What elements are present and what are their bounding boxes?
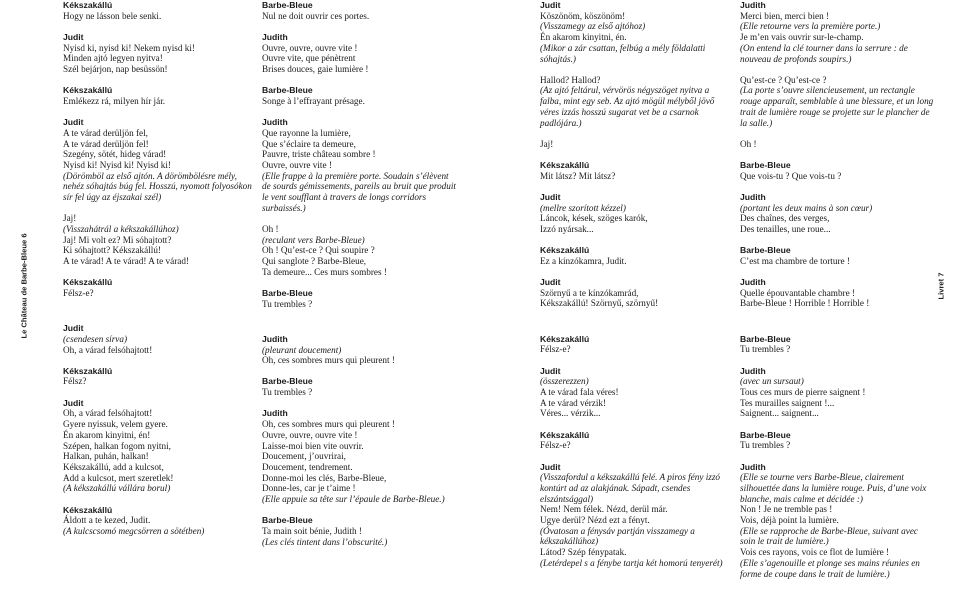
lyric-line: Tu trembles ? [740, 440, 791, 451]
speaker-name: Judith [262, 31, 288, 42]
lyric-line: Szél bejárjon, nap besüssön! [63, 64, 168, 75]
speaker-name: Judit [63, 397, 84, 408]
speaker-name: Barbe-Bleue [740, 429, 791, 440]
lyric-line: Véres... vérzik... [540, 408, 601, 419]
lyric-line: Qui sanglote ? Barbe-Bleue, [262, 256, 367, 267]
lyric-line: Tu trembles ? [262, 387, 313, 398]
lyric-line: Jaj! [540, 138, 554, 149]
stage-direction: (Elle s’agenouille et plonge ses mains réunies en [740, 557, 920, 568]
stage-direction: rouge apparaît, semblable à une blessure, et un long [740, 96, 934, 107]
speaker-name: Barbe-Bleue [262, 0, 313, 10]
dialogue-block [63, 213, 255, 267]
dialogue-block [740, 366, 940, 420]
lyric-line: Laisse-moi bien vite ouvrir. [262, 440, 364, 451]
lyric-line: Minden ajtó legyen nyitva! [63, 53, 163, 64]
lyric-line: Oh ! [740, 138, 757, 149]
lyric-line: Merci bien, merci bien ! [740, 10, 830, 21]
stage-direction: (összerezzen) [540, 376, 589, 387]
lyric-line: Szépen, halkan fogom nyitni, [63, 440, 171, 451]
lyric-line: Barbe-Bleue ! Horrible ! Horrible ! [740, 298, 870, 309]
lyric-line: Jaj! [63, 213, 77, 224]
page-half-gap [740, 320, 940, 334]
dialogue-block [740, 139, 940, 150]
stage-direction: (Visszamegy az első ajtóhoz) [540, 21, 646, 32]
stage-direction: la salle.) [740, 117, 773, 128]
stage-direction: (On entend la clé tourner dans la serrure : de [740, 42, 908, 53]
lyric-line: A te várad derüljön fel! [63, 138, 149, 149]
speaker-name: Judit [63, 117, 84, 128]
speaker-name: Barbe-Bleue [262, 376, 313, 387]
lyric-line: Én akarom kinyitni, én! [63, 429, 151, 440]
dialogue-block [740, 160, 940, 181]
stage-direction: (csendesen sírva) [63, 333, 128, 344]
speaker-name: Judith [740, 277, 766, 288]
dialogue-block [540, 462, 732, 569]
right-page [480, 0, 959, 579]
lyric-line: Add a kulcsot, mert szeretlek! [63, 472, 174, 483]
lyric-line: Ouvre, ouvre vite ! [262, 159, 332, 170]
stage-direction: soin le trait de lumière.) [740, 536, 829, 547]
stage-direction: véres izzás hosszú sugarat vet be a csarnok [540, 106, 699, 117]
speaker-name: Kékszakállú [540, 159, 590, 170]
lyric-line: Gyere nyissuk, velem gyere. [63, 419, 168, 430]
stage-direction: le vent soufflant à travers de longs corridors [262, 192, 427, 203]
dialogue-block [262, 32, 454, 75]
lyric-line: Láncok, kések, szöges karók, [540, 213, 648, 224]
dialogue-block [740, 192, 940, 235]
stage-direction: (Elle se rapproche de Barbe-Bleue, suivant avec [740, 525, 918, 536]
stage-direction: (reculant vers Barbe-Bleue) [262, 234, 365, 245]
lyric-line: Félsz-e? [540, 344, 571, 355]
stage-direction: silhouettée dans la lumière rouge. Puis, d’une voix [740, 482, 927, 493]
right-page-french-column [740, 0, 940, 590]
lyric-line: Mit látsz? Mit látsz? [540, 170, 616, 181]
lyric-line: Jaj! Mi volt ez? Mi sóhajtott? [63, 234, 172, 245]
speaker-name: Judith [262, 333, 288, 344]
speaker-name: Judith [740, 461, 766, 472]
dialogue-block [262, 288, 454, 309]
stage-direction: (Letérdepel s a fénybe tartja két homorú tenyerét) [540, 557, 723, 568]
stage-direction: (A kulcscsomó megcsörren a sötétben) [63, 525, 205, 536]
lyric-line: Que rayonne la lumière, [262, 127, 351, 138]
lyric-line: Emlékezz rá, milyen hír jár. [63, 95, 166, 106]
lyric-line: Oh ! [262, 223, 279, 234]
stage-direction: (mellre szorított kézzel) [540, 202, 626, 213]
stage-direction: (Dörömböl az első ajtón. A dörömbölésre mély, [63, 170, 237, 181]
dialogue-block [540, 334, 732, 355]
stage-direction: (Les clés tintent dans l’obscurité.) [262, 536, 388, 547]
stage-direction: padlójára.) [540, 117, 582, 128]
speaker-name: Judit [63, 31, 84, 42]
lyric-line: Des chaînes, des verges, [740, 213, 830, 224]
left-page-french-column [262, 0, 454, 558]
dialogue-block [262, 0, 454, 21]
lyric-line: Tes murailles saignent !... [740, 397, 835, 408]
lyric-line: Doucement, tendrement. [262, 461, 353, 472]
dialogue-block [262, 85, 454, 106]
dialogue-block [63, 398, 255, 494]
lyric-line: A te várad fala véres! [540, 386, 619, 397]
lyric-line: Hallod? Hallod? [540, 74, 601, 85]
lyric-line: Ki sóhajtott? Kékszakállú! [63, 245, 161, 256]
left-running-header: Le Château de Barbe-Bleue 6 [19, 233, 29, 339]
dialogue-block [262, 334, 454, 366]
dialogue-block [262, 376, 454, 397]
left-page [0, 0, 479, 572]
stage-direction: sír fel úgy az éjszakai szél) [63, 192, 162, 203]
lyric-line: Félsz-e? [63, 287, 94, 298]
lyric-line: Ugye derül? Nézd ezt a fényt. [540, 515, 650, 526]
speaker-name: Judit [540, 0, 561, 10]
speaker-name: Barbe-Bleue [740, 159, 791, 170]
stage-direction: (portant les deux mains à son cœur) [740, 202, 873, 213]
stage-direction: de sourds gémissements, pareils au bruit que produit [262, 181, 456, 192]
speaker-name: Judith [740, 191, 766, 202]
dialogue-block [540, 0, 732, 64]
lyric-line: Saignent... saignent... [740, 408, 819, 419]
lyric-line: Kékszakállú! Szörnyű, szörnyű! [540, 298, 659, 309]
speaker-name: Kékszakállú [540, 429, 590, 440]
lyric-line: A te várad! A te várad! A te várad! [63, 256, 190, 267]
stage-direction: (Az ajtó feltárul, vérvörös négyszöget nyitva a [540, 85, 710, 96]
dialogue-block [740, 277, 940, 309]
stage-direction: (Elle se tourne vers Barbe-Bleue, clairement [740, 472, 904, 483]
stage-direction: (pleurant doucement) [262, 344, 342, 355]
lyric-line: Je m’en vais ouvrir sur-le-champ. [740, 32, 864, 43]
lyric-line: Donne-moi les clés, Barbe-Bleue, [262, 472, 387, 483]
page-half-gap [540, 320, 732, 334]
lyric-line: Szegény, sötét, hideg várad! [63, 149, 167, 160]
stage-direction: nouveau de profonds soupirs.) [740, 53, 852, 64]
stage-direction: blanche, mais calme et décidée :) [740, 493, 863, 504]
dialogue-block [740, 0, 940, 64]
lyric-line: Áldott a te kezed, Judit. [63, 515, 151, 526]
lyric-line: Hogy ne lásson bele senki. [63, 10, 162, 21]
speaker-name: Judit [540, 365, 561, 376]
page-half-gap [262, 320, 454, 334]
lyric-line: Félsz? [63, 376, 87, 387]
lyric-line: Én akarom kinyitni, én. [540, 32, 627, 43]
stage-direction: (avec un sursaut) [740, 376, 804, 387]
lyric-line: Pauvre, triste château sombre ! [262, 149, 376, 160]
stage-direction: (A kékszakállú vállára borul) [63, 483, 171, 494]
lyric-line: Que vois-tu ? Que vois-tu ? [740, 170, 842, 181]
dialogue-block [63, 0, 255, 21]
dialogue-block [63, 117, 255, 203]
lyric-line: Oh, ces sombres murs qui pleurent ! [262, 355, 395, 366]
stage-direction: kékszakállúhoz) [540, 536, 599, 547]
lyric-line: Köszönöm, köszönöm! [540, 10, 626, 21]
speaker-name: Kékszakállú [63, 277, 113, 288]
lyric-line: Tu trembles ? [740, 344, 791, 355]
dialogue-block [63, 505, 255, 537]
stage-direction: trait de lumière rouge se projette sur le plancher de [740, 106, 930, 117]
lyric-line: Ouvre, ouvre, ouvre vite ! [262, 429, 358, 440]
speaker-name: Barbe-Bleue [740, 245, 791, 256]
dialogue-block [63, 277, 255, 298]
speaker-name: Kékszakállú [63, 365, 113, 376]
lyric-line: Tous ces murs de pierre saignent ! [740, 386, 866, 397]
dialogue-block [262, 408, 454, 504]
lyric-line: Nyisd ki, nyisd ki! Nekem nyisd ki! [63, 42, 195, 53]
dialogue-block [540, 366, 732, 420]
stage-direction: (Visszafordul a kékszakállú felé. A piros fény izzó [540, 472, 720, 483]
speaker-name: Kékszakállú [540, 245, 590, 256]
dialogue-block [540, 277, 732, 309]
speaker-name: Judith [740, 0, 766, 10]
speaker-name: Judit [540, 461, 561, 472]
stage-direction: (La porte s’ouvre silencieusement, un rectangle [740, 85, 915, 96]
speaker-name: Barbe-Bleue [262, 287, 313, 298]
stage-direction: (Óvatosan a fénysáv partján visszamegy a [540, 525, 695, 536]
lyric-line: Vois ces rayons, vois ce flot de lumière ! [740, 547, 890, 558]
stage-direction: falba, mint egy seb. Az ajtó mögül mélyből jövő [540, 96, 715, 107]
lyric-line: Ouvre vite, que pénètrent [262, 53, 356, 64]
lyric-line: Songe à l’effrayant présage. [262, 95, 365, 106]
lyric-line: C’est ma chambre de torture ! [740, 255, 850, 266]
lyric-line: Oh ! Qu’est-ce ? Qui soupire ? [262, 245, 375, 256]
lyric-line: Nul ne doit ouvrir ces portes. [262, 10, 370, 21]
lyric-line: Oh, a várad felsóhajtott! [63, 344, 153, 355]
dialogue-block [740, 462, 940, 580]
stage-direction: sóhajtás.) [540, 53, 576, 64]
speaker-name: Kékszakállú [63, 0, 113, 10]
dialogue-block [540, 139, 732, 150]
dialogue-block [540, 75, 732, 129]
lyric-line: Doucement, j’ouvrirai, [262, 451, 346, 462]
lyric-line: Oh, ces sombres murs qui pleurent ! [262, 419, 395, 430]
stage-direction: (Visszahátrál a kékszakállúhoz) [63, 223, 179, 234]
left-page-hungarian-column [63, 0, 255, 547]
lyric-line: A te várad derüljön fel, [63, 127, 148, 138]
stage-direction: kontúrt ad az alakjának. Sápadt, csendes [540, 482, 691, 493]
lyric-line: Nem! Nem félek. Nézd, derül már. [540, 504, 668, 515]
lyric-line: Oh, a várad felsóhajtott! [63, 408, 153, 419]
speaker-name: Kékszakállú [63, 504, 113, 515]
speaker-name: Judit [63, 323, 84, 334]
lyric-line: Des tenailles, une roue... [740, 223, 831, 234]
stage-direction: surbaissés.) [262, 202, 306, 213]
lyric-line: Félsz-e? [540, 440, 571, 451]
speaker-name: Judith [262, 408, 288, 419]
speaker-name: Kékszakállú [540, 333, 590, 344]
stage-direction: (Elle frappe à la première porte. Soudain s’élèvent [262, 170, 449, 181]
lyric-line: Szörnyű a te kínzókamrád, [540, 287, 639, 298]
page-half-gap [63, 309, 255, 323]
lyric-line: Ta demeure... Ces murs sombres ! [262, 266, 387, 277]
dialogue-block [740, 75, 940, 129]
speaker-name: Kékszakállú [63, 85, 113, 96]
speaker-name: Judit [540, 191, 561, 202]
lyric-line: Ez a kínzókamra, Judit. [540, 255, 627, 266]
dialogue-block [540, 245, 732, 266]
lyric-line: A te várad vérzik! [540, 397, 607, 408]
right-page-hungarian-column [540, 0, 732, 579]
stage-direction: forme de coupe dans le trait de lumière.) [740, 568, 890, 579]
dialogue-block [540, 192, 732, 235]
lyric-line: Halkan, puhán, halkan! [63, 451, 149, 462]
lyric-line: Non ! Je ne tremble pas ! [740, 504, 833, 515]
lyric-line: Que s’éclaire ta demeure, [262, 138, 356, 149]
speaker-name: Barbe-Bleue [262, 85, 313, 96]
dialogue-block [262, 515, 454, 547]
stage-direction: (Mikor a zár csattan, felbúg a mély földalatti [540, 42, 706, 53]
lyric-line: Izzó nyársak... [540, 223, 594, 234]
stage-direction: nehéz sóhajtás búg fel. Hosszú, nyomott folyosókon [63, 181, 252, 192]
lyric-line: Látod? Szép fénypatak. [540, 547, 627, 558]
dialogue-block [540, 160, 732, 181]
lyric-line: Quelle épouvantable chambre ! [740, 287, 856, 298]
dialogue-block [262, 117, 454, 213]
dialogue-block [740, 245, 940, 266]
lyric-line: Ouvre, ouvre, ouvre vite ! [262, 42, 358, 53]
dialogue-block [63, 366, 255, 387]
dialogue-block [63, 32, 255, 75]
dialogue-block [63, 323, 255, 355]
right-running-header: Livret 7 [936, 272, 946, 300]
stage-direction: elszántsággal) [540, 493, 594, 504]
lyric-line: Kékszakállú, add a kulcsot, [63, 461, 164, 472]
dialogue-block [63, 85, 255, 106]
dialogue-block [740, 334, 940, 355]
stage-direction: (Elle retourne vers la première porte.) [740, 21, 881, 32]
dialogue-block [740, 430, 940, 451]
speaker-name: Judit [540, 277, 561, 288]
speaker-name: Barbe-Bleue [262, 515, 313, 526]
speaker-name: Judith [740, 365, 766, 376]
lyric-line: Donne-les, car je t’aime ! [262, 483, 356, 494]
speaker-name: Barbe-Bleue [740, 333, 791, 344]
lyric-line: Brises douces, gaie lumière ! [262, 64, 369, 75]
stage-direction: (Elle appuie sa tête sur l’épaule de Barbe-Bleue.) [262, 494, 445, 505]
dialogue-block [262, 224, 454, 278]
lyric-line: Nyisd ki! Nyisd ki! Nyisd ki! [63, 159, 171, 170]
dialogue-block [540, 430, 732, 451]
speaker-name: Judith [262, 117, 288, 128]
lyric-line: Tu trembles ? [262, 298, 313, 309]
lyric-line: Ta main soit bénie, Judith ! [262, 525, 362, 536]
lyric-line: Vois, déjà point la lumière. [740, 515, 839, 526]
lyric-line: Qu’est-ce ? Qu’est-ce ? [740, 74, 827, 85]
